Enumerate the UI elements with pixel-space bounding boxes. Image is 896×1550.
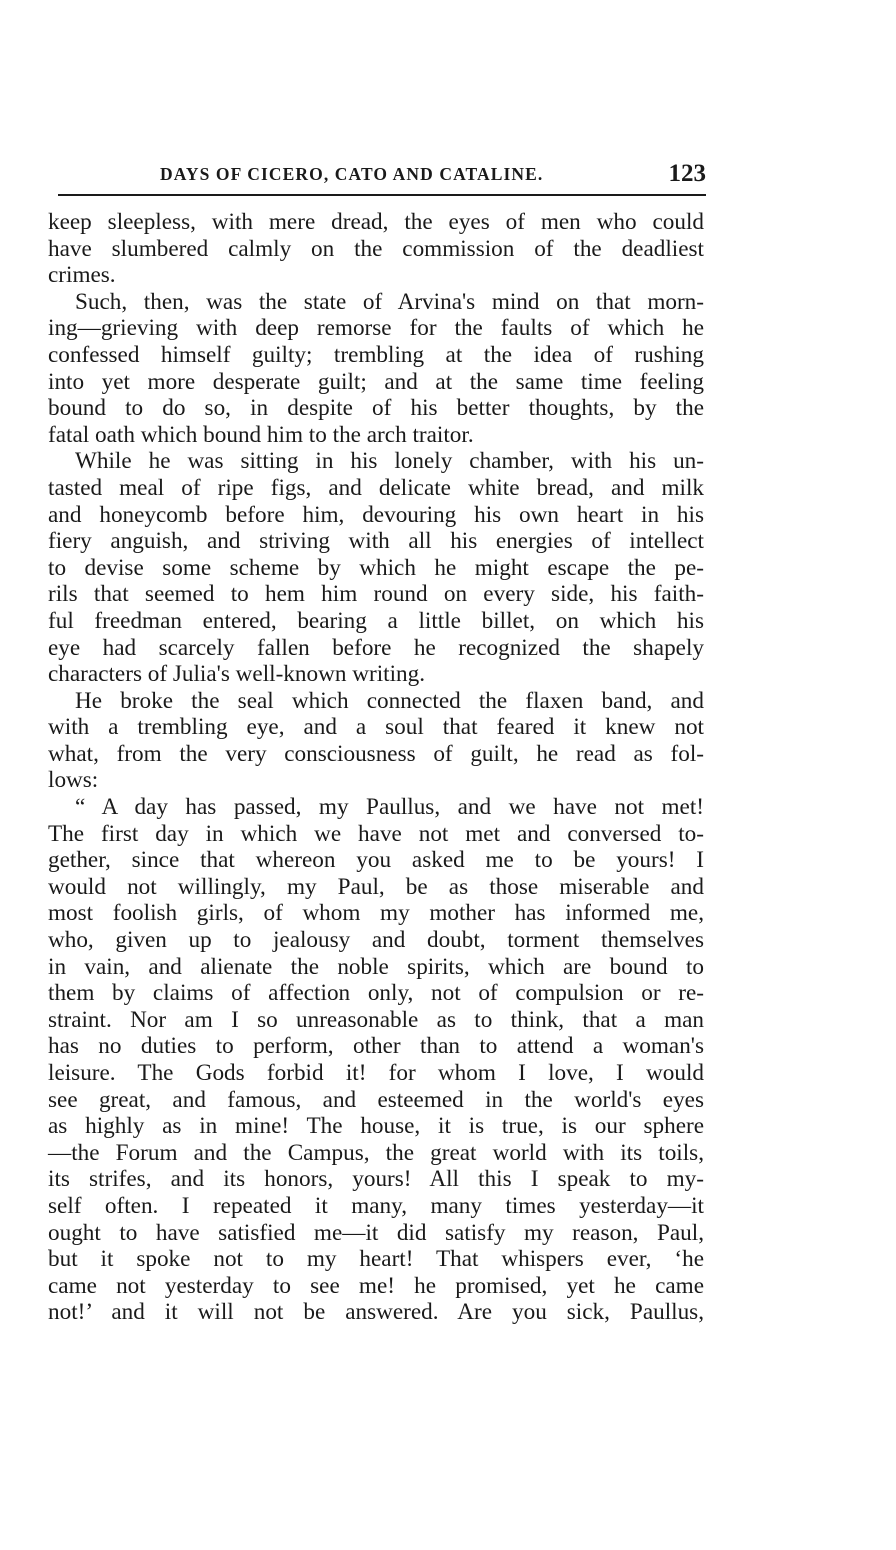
text-line: has no duties to perform, other than to attend a woman's (48, 1033, 704, 1060)
text-line: gether, since that whereon you asked me to be yours! I (48, 847, 704, 874)
text-line: ful freedman entered, bearing a little billet, on which his (48, 607, 704, 634)
text-line: keep sleepless, with mere dread, the eyes of men who could (48, 209, 704, 235)
text-line: confessed himself guilty; trembling at the idea of rushing (48, 341, 704, 368)
text-line: Such, then, was the state of Arvina's mind on that morn- (75, 288, 704, 315)
text-line: characters of Julia's well-known writing. (48, 661, 426, 688)
text-line: see great, and famous, and esteemed in the world's eyes (48, 1086, 704, 1113)
header-rule (58, 194, 706, 196)
text-line: into yet more desperate guilt; and at the same time feeling (48, 368, 704, 395)
text-line: but it spoke not to my heart! That whispers ever, ‘he (48, 1246, 704, 1273)
running-title: DAYS OF CICERO, CATO AND CATALINE. (160, 164, 544, 184)
text-line: most foolish girls, of whom my mother has informed me, (48, 900, 704, 927)
running-head (60, 160, 706, 190)
text-line: ought to have satisfied me—it did satisfy my reason, Paul, (48, 1219, 704, 1246)
text-line: them by claims of affection only, not of compulsion or re- (48, 980, 704, 1007)
text-line: The first day in which we have not met and conversed to- (48, 820, 704, 847)
text-line: fatal oath which bound him to the arch traitor. (48, 421, 474, 448)
text-line: in vain, and alienate the noble spirits, which are bound to (48, 953, 704, 980)
text-line: tasted meal of ripe figs, and delicate white bread, and milk (48, 474, 704, 501)
text-line: not!’ and it will not be answered. Are you sick, Paullus, (48, 1299, 704, 1326)
text-line: leisure. The Gods forbid it! for whom I love, I would (48, 1060, 704, 1086)
text-line: as highly as in mine! The house, it is true, is our sphere (48, 1113, 704, 1140)
text-line: have slumbered calmly on the commission of the deadliest (48, 235, 704, 262)
text-line: lows: (48, 767, 99, 794)
text-line: “ A day has passed, my Paullus, and we have not met! (75, 794, 704, 821)
text-line: its strifes, and its honors, yours! All this I speak to my- (48, 1166, 704, 1193)
text-line: to devise some scheme by which he might escape the pe- (48, 554, 704, 581)
text-line: He broke the seal which connected the flaxen band, and (75, 687, 704, 714)
text-line: who, given up to jealousy and doubt, torment themselves (48, 927, 704, 954)
page-number: 123 (668, 160, 706, 187)
text-line: what, from the very consciousness of guilt, he read as fol- (48, 740, 704, 767)
text-line: crimes. (48, 262, 116, 289)
text-line: While he was sitting in his lonely chamber, with his un- (75, 448, 704, 475)
body-text (48, 209, 704, 1326)
text-line: bound to do so, in despite of his better thoughts, by the (48, 395, 704, 422)
text-line: ing—grieving with deep remorse for the faults of which he (48, 315, 704, 342)
text-line: and honeycomb before him, devouring his own heart in his (48, 501, 704, 528)
text-line: with a trembling eye, and a soul that feared it knew not (48, 714, 704, 741)
text-line: came not yesterday to see me! he promised, yet he came (48, 1272, 704, 1299)
text-line: straint. Nor am I so unreasonable as to think, that a man (48, 1006, 704, 1033)
text-line: eye had scarcely fallen before he recognized the shapely (48, 634, 704, 661)
text-line: self often. I repeated it many, many times yesterday—it (48, 1192, 704, 1219)
text-line: would not willingly, my Paul, be as those miserable and (48, 873, 704, 900)
text-line: rils that seemed to hem him round on every side, his faith- (48, 581, 704, 608)
text-line: fiery anguish, and striving with all his energies of intellect (48, 528, 704, 555)
text-line: —the Forum and the Campus, the great world with its toils, (48, 1139, 704, 1166)
